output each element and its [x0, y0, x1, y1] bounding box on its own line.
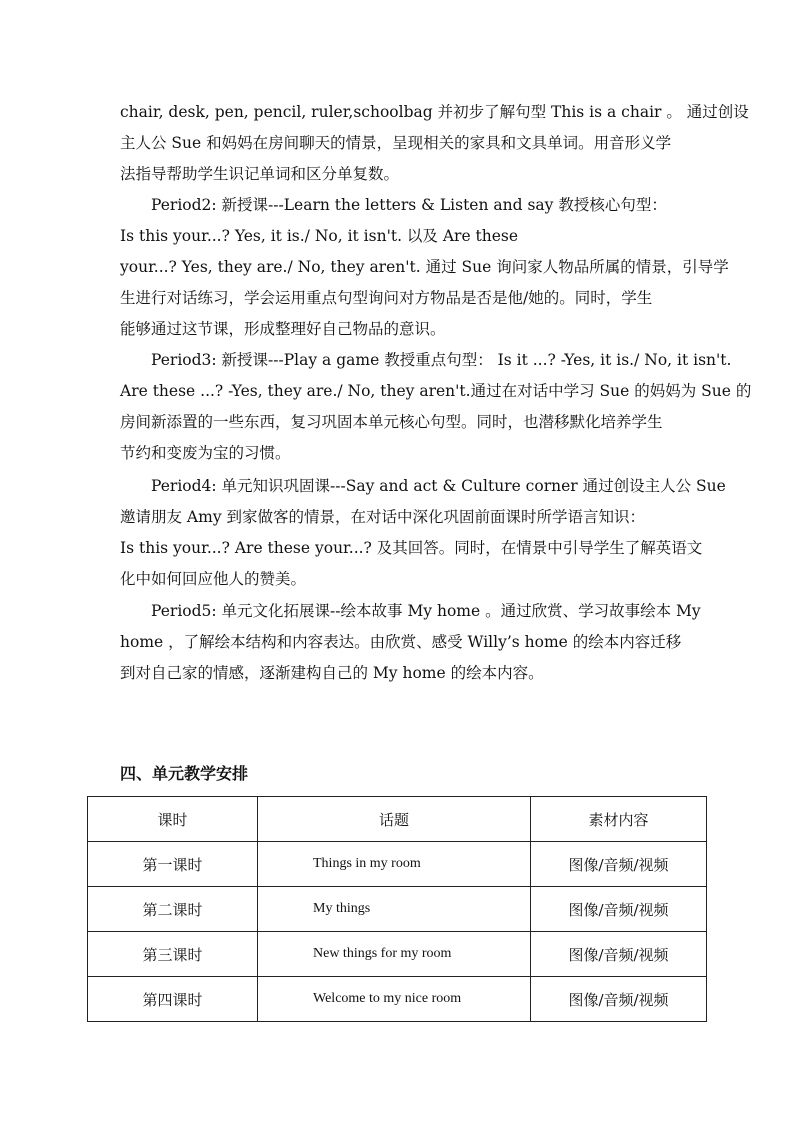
table-row [88, 887, 707, 932]
topic-cell: Welcome to my nice room [258, 977, 531, 1022]
lesson-cell: 第三课时 [88, 932, 258, 977]
period3-paragraph [120, 345, 752, 469]
section-title: 四、单元教学安排 [120, 764, 249, 783]
text-line: 房间新添置的一些东西，复习巩固本单元核心句型。同时，也潜移默化培养学生 [120, 413, 663, 431]
text-line: 到对自己家的情感，逐渐建构自己的 My home 的绘本内容。 [120, 664, 544, 682]
text-line: Period4: 单元知识巩固课---Say and act & Culture corner 通过创设主人公 Sue [151, 477, 726, 495]
column-header: 课时 [88, 797, 258, 842]
material-cell: 图像/音频/视频 [531, 977, 707, 1022]
material-cell: 图像/音频/视频 [531, 842, 707, 887]
topic-cell: My things [258, 887, 531, 932]
table-header-row [88, 797, 707, 842]
text-line: chair, desk, pen, pencil, ruler,schoolbag 并初步了解句型 This is a chair 。 通过创设 [120, 103, 749, 121]
topic-cell: Things in my room [258, 842, 531, 887]
text-line: 邀请朋友 Amy 到家做客的情景，在对话中深化巩固前面课时所学语言知识： [120, 508, 646, 526]
column-header: 话题 [258, 797, 531, 842]
lesson-cell: 第一课时 [88, 842, 258, 887]
lesson-cell: 第二课时 [88, 887, 258, 932]
material-cell: 图像/音频/视频 [531, 887, 707, 932]
lesson-cell: 第四课时 [88, 977, 258, 1022]
text-line: Are these ...? -Yes, they are./ No, they aren't.通过在对话中学习 Sue 的妈妈为 Sue 的 [120, 382, 752, 400]
text-line: 主人公 Sue 和妈妈在房间聊天的情景，呈现相关的家具和文具单词。用音形义学 [120, 134, 672, 152]
text-line: 法指导帮助学生识记单词和区分单复数。 [120, 165, 400, 183]
text-line: 生进行对话练习，学会运用重点句型询问对方物品是否是他/她的。同时，学生 [120, 289, 653, 307]
table-row [88, 932, 707, 977]
intro-paragraph [120, 97, 749, 190]
text-line: Is this your...? Are these your...? 及其回答。同时，在情景中引导学生了解英语文 [120, 539, 703, 557]
period2-paragraph [120, 190, 729, 345]
topic-cell: New things for my room [258, 932, 531, 977]
text-line: Period2: 新授课---Learn the letters & Listen and say 教授核心句型： [151, 196, 667, 214]
text-line: your...? Yes, they are./ No, they aren't. 通过 Sue 询问家人物品所属的情景，引导学 [120, 258, 729, 276]
period5-paragraph [120, 596, 701, 689]
text-line: Period5: 单元文化拓展课--绘本故事 My home 。通过欣赏、学习故事绘本 My [151, 602, 701, 620]
unit-schedule-table [87, 796, 707, 1022]
text-line: Period3: 新授课---Play a game 教授重点句型： Is it ...? -Yes, it is./ No, it isn't. [151, 351, 732, 369]
text-line: 能够通过这节课，形成整理好自己物品的意识。 [120, 320, 446, 338]
table-row [88, 842, 707, 887]
period4-paragraph [120, 471, 726, 595]
text-line: 化中如何回应他人的赞美。 [120, 570, 307, 588]
text-line: Is this your...? Yes, it is./ No, it isn't. 以及 Are these [120, 227, 519, 245]
column-header: 素材内容 [531, 797, 707, 842]
material-cell: 图像/音频/视频 [531, 932, 707, 977]
text-line: home ，了解绘本结构和内容表达。由欣赏、感受 Willy’s home 的绘本内容迁移 [120, 633, 682, 651]
text-line: 节约和变废为宝的习惯。 [120, 444, 291, 462]
table-row [88, 977, 707, 1022]
